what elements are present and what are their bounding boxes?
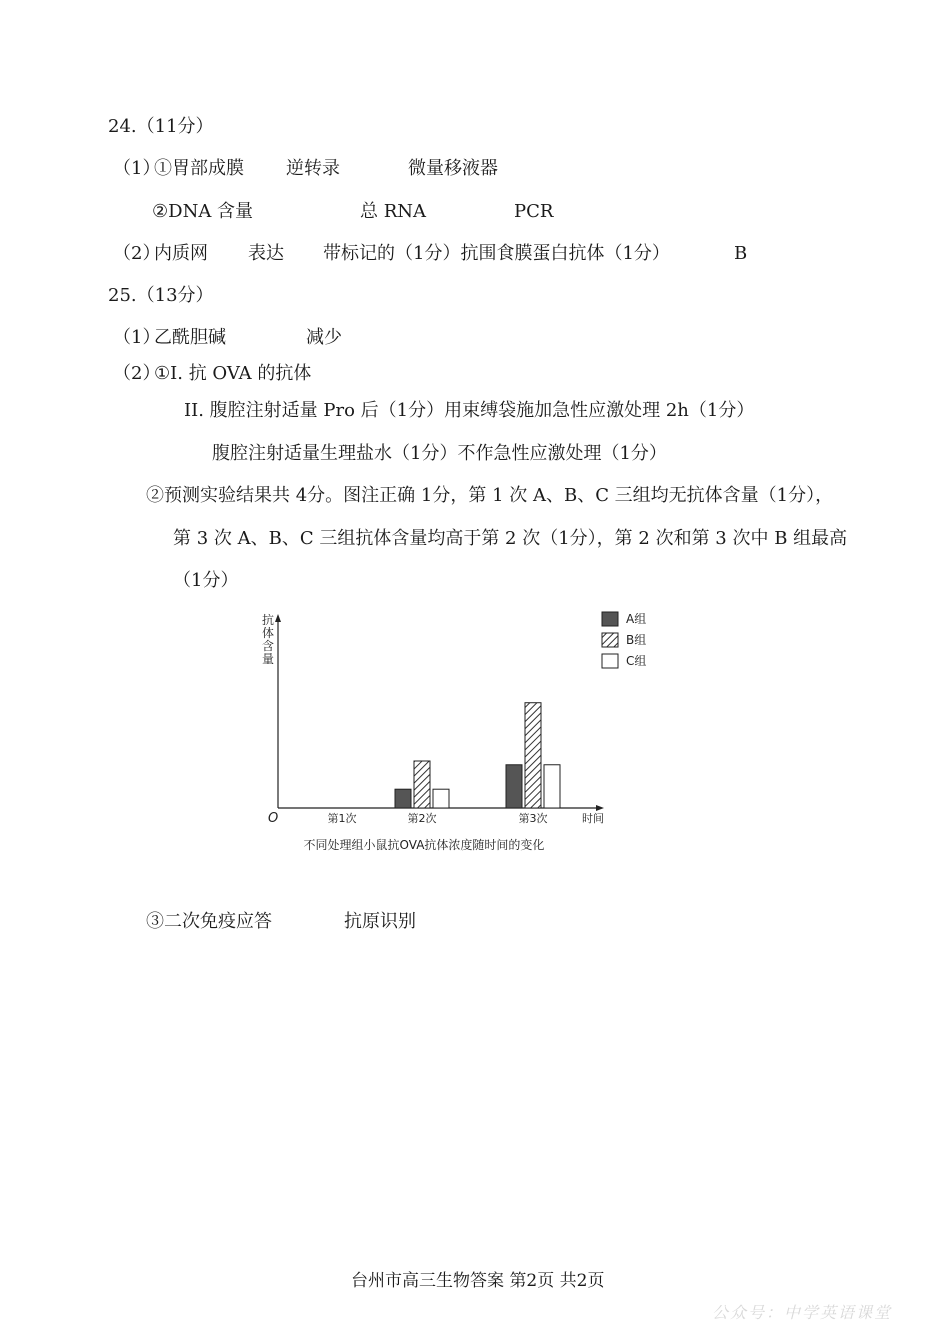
legend-swatch [602, 612, 618, 626]
q24-p1-label: （1） [113, 158, 161, 179]
y-axis-arrow [275, 614, 281, 622]
q25-p3-answer-b: 抗原识别 [344, 911, 416, 932]
origin-label: O [268, 811, 279, 826]
bar-B组-第3次 [525, 703, 541, 808]
bar-A组-第3次 [506, 765, 522, 808]
q25-p1-answer-b: 减少 [306, 327, 342, 348]
bar-B组-第2次 [414, 761, 430, 808]
q24-p1-answer-a: ①胃部成膜 [154, 158, 244, 179]
legend-label: C组 [626, 654, 647, 668]
q24-p1-answer-c: 微量移液器 [408, 158, 498, 179]
watermark: 公众号：中学英语课堂 [712, 1303, 893, 1322]
q24-p1-answer-b: 逆转录 [286, 158, 340, 179]
chart-title: 不同处理组小鼠抗OVA抗体浓度随时间的变化 [303, 838, 545, 852]
q24-p1-answer-d: ②DNA 含量 [152, 201, 254, 222]
category-label: 第1次 [327, 812, 357, 825]
x-axis-label: 时间 [582, 812, 604, 825]
legend-swatch [602, 654, 618, 668]
legend-label: A组 [626, 612, 647, 626]
q25-p2-answer-b: II. 腹腔注射适量 Pro 后（1分）用束缚袋施加急性应激处理 2h（1分） [184, 400, 755, 421]
q25-p2-answer-c: 腹腔注射适量生理盐水（1分）不作急性应激处理（1分） [212, 443, 667, 464]
q25-p2-answer-e: 第 3 次 A、B、C 三组抗体含量均高于第 2 次（1分），第 2 次和第 3 次中 B 组最高 [173, 528, 848, 549]
category-label: 第3次 [518, 812, 548, 825]
q24-p1-answer-e: 总 RNA [360, 201, 427, 222]
q25-heading: 25.（13分） [108, 285, 214, 306]
bar-A组-第2次 [395, 789, 411, 808]
q24-p2-answer-a: 内质网 [154, 243, 208, 264]
q24-p2-answer-d: B [734, 243, 748, 264]
bar-C组-第2次 [433, 789, 449, 808]
q25-p2-answer-f: （1分） [173, 570, 239, 591]
q25-p1-label: （1） [113, 327, 161, 348]
legend-label: B组 [626, 633, 647, 647]
q25-p1-answer-a: 乙酰胆碱 [154, 327, 226, 348]
legend-swatch [602, 633, 618, 647]
q24-p1-answer-f: PCR [514, 201, 554, 222]
category-label: 第2次 [407, 812, 437, 825]
q25-p2-label: （2） [113, 363, 161, 384]
q24-heading: 24.（11分） [108, 116, 214, 137]
page-footer: 台州市高三生物答案 第2页 共2页 [351, 1271, 605, 1291]
q24-p2-answer-c: 带标记的（1分）抗围食膜蛋白抗体（1分） [323, 243, 670, 264]
x-axis-arrow [596, 805, 604, 811]
q25-p2-answer-a: ①I. 抗 OVA 的抗体 [154, 363, 312, 384]
q24-p2-answer-b: 表达 [248, 243, 284, 264]
bar-C组-第3次 [544, 765, 560, 808]
antibody-bar-chart [250, 600, 670, 860]
y-axis-label: 抗体含量 [262, 613, 275, 666]
q25-p3-answer-a: ③二次免疫应答 [146, 911, 272, 932]
q25-p2-answer-d: ②预测实验结果共 4分。图注正确 1分，第 1 次 A、B、C 三组均无抗体含量（1分）， [146, 485, 834, 506]
q24-p2-label: （2） [113, 243, 161, 264]
